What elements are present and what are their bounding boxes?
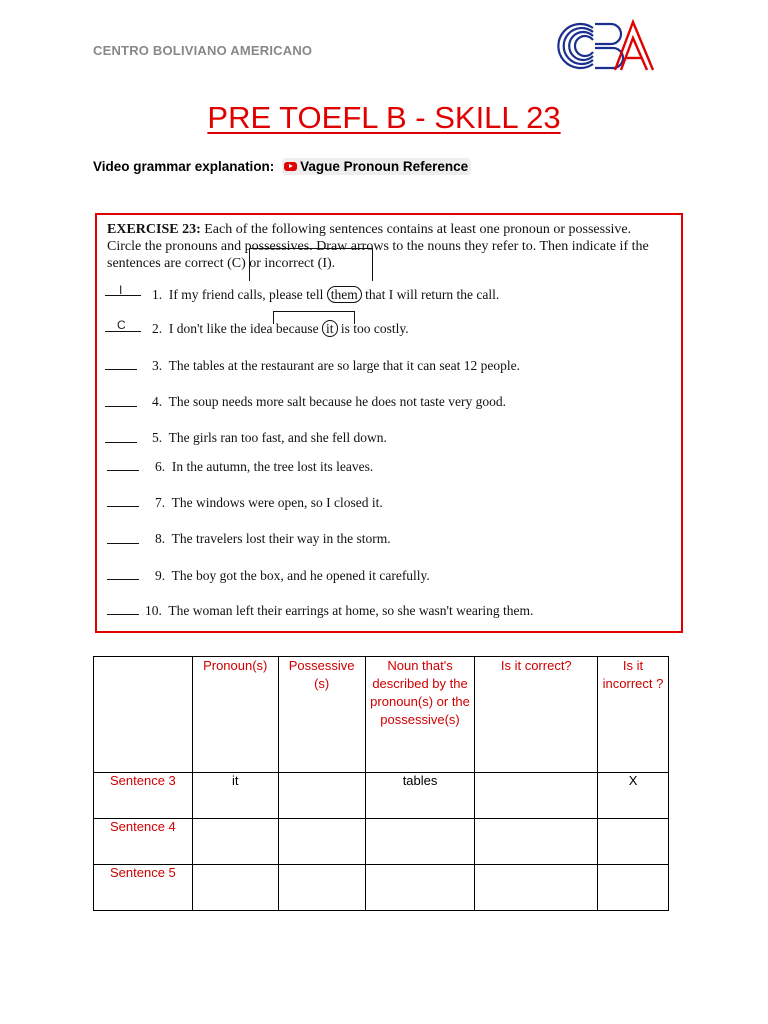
table-row bbox=[94, 819, 669, 865]
table-cell[interactable] bbox=[598, 819, 669, 865]
table-header-cell bbox=[94, 657, 193, 773]
table-cell[interactable] bbox=[365, 865, 475, 911]
video-label: Video grammar explanation: bbox=[93, 159, 275, 174]
table-cell[interactable] bbox=[475, 773, 598, 819]
table-cell[interactable] bbox=[192, 865, 278, 911]
circled-pronoun-2: it bbox=[322, 320, 338, 337]
table-cell[interactable] bbox=[278, 865, 365, 911]
exercise-item-8: 8. The travelers lost their way in the storm. bbox=[155, 531, 391, 546]
youtube-icon bbox=[284, 162, 297, 171]
exercise-heading: EXERCISE 23: bbox=[107, 222, 201, 237]
answer-blank-8[interactable] bbox=[107, 543, 139, 544]
table-cell[interactable] bbox=[365, 819, 475, 865]
exercise-item-9: 9. The boy got the box, and he opened it carefully. bbox=[155, 568, 430, 583]
exercise-item-1: 1. If my friend calls, please tell them that I will return the call. bbox=[152, 287, 500, 302]
exercise-box bbox=[95, 213, 683, 633]
exercise-scan bbox=[97, 215, 681, 631]
answer-blank-6[interactable] bbox=[107, 470, 139, 471]
row-label: Sentence 3 bbox=[94, 773, 193, 819]
answer-blank-1[interactable] bbox=[105, 295, 141, 296]
table-cell[interactable] bbox=[475, 865, 598, 911]
table-row bbox=[94, 865, 669, 911]
exercise-item-10: 10. The woman left their earrings at home, so she wasn't wearing them. bbox=[145, 603, 534, 618]
exercise-item-3: 3. The tables at the restaurant are so large that it can seat 12 people. bbox=[152, 358, 520, 373]
exercise-item-2: 2. I don't like the idea because it is too costly. bbox=[152, 321, 409, 336]
exercise-instructions-text: Each of the following sentences contains at least one pronoun or possessive. Circle the pronouns and possessives. Draw arrows to the nouns they refer to. Then indicate if the sentences are correct (C) or incorrect (I). bbox=[107, 222, 649, 271]
table-header-cell: Pronoun(s) bbox=[192, 657, 278, 773]
exercise-item-7: 7. The windows were open, so I closed it. bbox=[155, 495, 383, 510]
table-cell[interactable] bbox=[278, 819, 365, 865]
answer-table bbox=[93, 656, 669, 911]
table-header-cell: Is it correct? bbox=[475, 657, 598, 773]
answer-blank-9[interactable] bbox=[107, 579, 139, 580]
table-header-cell: Possessive (s) bbox=[278, 657, 365, 773]
cba-logo bbox=[553, 18, 657, 74]
video-link-text[interactable]: Vague Pronoun Reference bbox=[300, 159, 469, 174]
table-cell[interactable]: it bbox=[192, 773, 278, 819]
table-cell[interactable] bbox=[192, 819, 278, 865]
table-header-row bbox=[94, 657, 669, 773]
exercise-item-6: 6. In the autumn, the tree lost its leaves. bbox=[155, 459, 374, 474]
exercise-instructions bbox=[107, 221, 667, 272]
answer-blank-10[interactable] bbox=[107, 614, 139, 615]
answer-blank-5[interactable] bbox=[105, 442, 137, 443]
answer-blank-7[interactable] bbox=[107, 506, 139, 507]
circled-pronoun-1: them bbox=[327, 286, 362, 303]
page-title: PRE TOEFL B - SKILL 23 bbox=[207, 100, 561, 135]
table-cell[interactable] bbox=[475, 819, 598, 865]
table-cell[interactable]: X bbox=[598, 773, 669, 819]
reference-arrow-1 bbox=[249, 248, 373, 281]
video-explanation bbox=[93, 158, 471, 175]
video-link[interactable] bbox=[282, 158, 471, 175]
table-row bbox=[94, 773, 669, 819]
row-label: Sentence 5 bbox=[94, 865, 193, 911]
answer-blank-3[interactable] bbox=[105, 369, 137, 370]
row-label: Sentence 4 bbox=[94, 819, 193, 865]
table-cell[interactable] bbox=[598, 865, 669, 911]
table-cell[interactable]: tables bbox=[365, 773, 475, 819]
table-cell[interactable] bbox=[278, 773, 365, 819]
answer-2: C bbox=[117, 318, 126, 332]
exercise-item-5: 5. The girls ran too fast, and she fell down. bbox=[152, 430, 387, 445]
org-name: CENTRO BOLIVIANO AMERICANO bbox=[93, 43, 313, 58]
table-header-cell: Noun that's described by the pronoun(s) or the possessive(s) bbox=[365, 657, 475, 773]
exercise-item-4: 4. The soup needs more salt because he does not taste very good. bbox=[152, 394, 507, 409]
table-header-cell: Is it incorrect ? bbox=[598, 657, 669, 773]
answer-1: I bbox=[119, 283, 123, 297]
answer-blank-4[interactable] bbox=[105, 406, 137, 407]
